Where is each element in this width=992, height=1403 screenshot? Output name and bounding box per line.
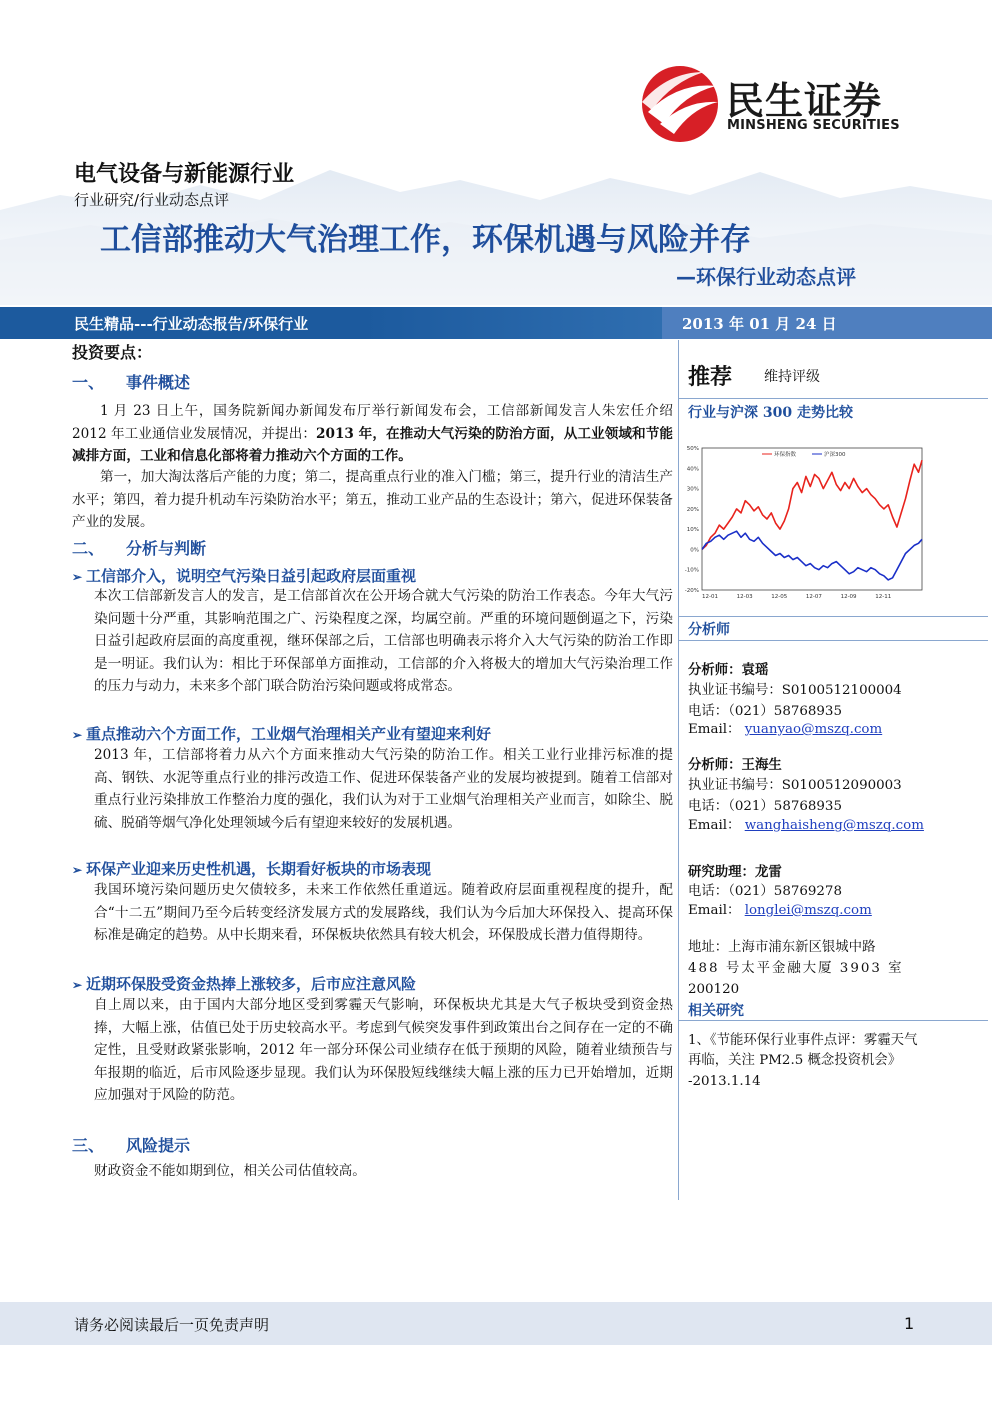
- y-tick-label: 40%: [686, 466, 699, 473]
- analyst-2-email-link[interactable]: wanghaisheng@mszq.com: [744, 818, 924, 833]
- y-tick-label: 20%: [686, 506, 699, 513]
- bullet-title: 近期环保股受资金热捧上涨较多，后市应注意风险: [86, 975, 417, 993]
- arrow-bullet-icon: ➢: [72, 863, 83, 877]
- banner-category: 民生精品---行业动态报告/环保行业: [74, 315, 309, 333]
- arrow-bullet-icon: ➢: [72, 728, 83, 742]
- paragraph-analysis-1: 本次工信部新发言人的发言，是工信部首次在公开场合就大气污染的防治工作表态。今年大气污染问题十分严重，其影响范围之广、污染程度之深，均属空前。严重的环境问题倒逼之下，污染日益引起政府层面的高度重视，继环保部之后，工信部也明确表示将介入大气污染的防治工作即是一明证。我们认为：相比于环保部单方面推动，工信部的介入将极大的增加大气污染治理工作的压力与动力，未来多个部门联合防治污染问题或将成常态。: [94, 588, 673, 695]
- analyst-2-cert: 执业证书编号：S0100512090003: [688, 778, 902, 793]
- related-item-1-date: -2013.1.14: [688, 1074, 761, 1089]
- address-line-3: 200120: [688, 982, 740, 997]
- industry-label: 电气设备与新能源行业: [74, 162, 295, 187]
- email-label: Email：: [688, 903, 741, 918]
- x-tick-label: 12-09: [840, 594, 857, 600]
- y-tick-label: 10%: [686, 527, 699, 534]
- brand-name-en: MINSHENG SECURITIES: [727, 118, 900, 133]
- report-subtitle: —环保行业动态点评: [676, 265, 856, 289]
- divider-rating: [678, 398, 988, 399]
- address-line-1: 地址：上海市浦东新区银城中路: [688, 940, 876, 955]
- x-tick-label: 12-05: [771, 594, 788, 600]
- y-tick-label: -20%: [684, 588, 699, 594]
- legend-label: 环保指数: [774, 452, 797, 458]
- section-number: 三、: [72, 1136, 105, 1155]
- assistant-name: 研究助理：龙雷: [688, 864, 782, 880]
- brand-name-cn: 民生证券: [726, 79, 883, 123]
- report-type: 行业研究/行业动态点评: [74, 191, 230, 209]
- related-item-1-line-2: 再临，关注 PM2.5 概念投资机会》: [688, 1053, 902, 1068]
- analyst-2-tel: 电话：（021）58768935: [688, 799, 842, 814]
- y-tick-label: 30%: [686, 486, 699, 493]
- assistant-email-link[interactable]: longlei@mszq.com: [744, 903, 872, 918]
- divider-analyst: [678, 640, 988, 641]
- arrow-bullet-icon: ➢: [72, 978, 83, 992]
- y-tick-label: -10%: [684, 567, 699, 574]
- arrow-bullet-icon: ➢: [72, 570, 83, 584]
- related-item-1-line-1: 1、《节能环保行业事件点评：雾霾天气: [688, 1033, 918, 1048]
- section-number: 一、: [72, 373, 105, 392]
- paragraph-analysis-3: 我国环境污染问题历史欠债较多，未来工作依然任重道远。随着政府层面重视程度的提升，配合“十二五”期间乃至今后转变经济发展方式的发展路线，我们认为今后加大环保投入、提高环保标准是确定的趋势。从中长期来看，环保板块依然具有较大机会，环保股成长潜力值得期待。: [94, 882, 673, 944]
- page-number: 1: [904, 1314, 915, 1333]
- analyst-1-email-link[interactable]: yuanyao@mszq.com: [744, 722, 883, 737]
- plot-frame: [702, 448, 922, 590]
- y-tick-label: 50%: [686, 446, 699, 452]
- paragraph-risk: 财政资金不能如期到位，相关公司估值较高。: [94, 1163, 366, 1179]
- divider-related: [678, 1020, 988, 1021]
- analyst-heading: 分析师: [688, 622, 730, 638]
- bullet-2: [72, 723, 491, 744]
- disclaimer-notice: 请务必阅读最后一页免责声明: [74, 1316, 270, 1334]
- bullet-3: [72, 858, 431, 879]
- bullet-1: [72, 565, 416, 586]
- column-divider: [678, 340, 679, 1200]
- bullet-title: 环保产业迎来历史性机遇，长期看好板块的市场表现: [86, 860, 432, 878]
- email-label: Email：: [688, 818, 741, 833]
- paragraph-analysis-2: 2013 年，工信部将着力从六个方面来推动大气污染的防治工作。相关工业行业排污标准的提高、钢铁、水泥等重点行业的排污改造工作、促进环保装备产业的发展均被提到。随着工信部对重点行业污染排放工作整治力度的强化，我们认为对于工业烟气治理相关产业而言，如除尘、脱硫、脱硝等烟气净化处理领域今后有望迎来较好的发展机遇。: [94, 747, 673, 831]
- rating-label: 推荐: [688, 365, 733, 390]
- assistant-email-row: [688, 900, 872, 922]
- section-3-heading: [72, 1133, 190, 1156]
- legend-label: 沪深300: [824, 452, 846, 458]
- analyst-2-email-row: [688, 815, 924, 837]
- divider-chart: [678, 616, 988, 617]
- x-tick-label: 12-07: [805, 594, 822, 600]
- paragraph-six-aspects: 第一，加大淘汰落后产能的力度；第二，提高重点行业的准入门槛；第三，提升行业的清洁生产水平；第四，着力提升机动车污染防治水平；第五，推动工业产品的生态设计；第六，促进环保装备产业的发展。: [72, 469, 673, 531]
- section-1-heading: [72, 370, 190, 393]
- paragraph-analysis-4: 自上周以来，由于国内大部分地区受到雾霾天气影响，环保板块尤其是大气子板块受到资金热捧，大幅上涨，估值已处于历史较高水平。考虑到气候突发事件到政策出台之间存在一定的不确定性，且受财政紧张影响，2012 年一部分环保公司业绩存在低于预期的风险，随着业绩预告与年报期的临近，后市风险逐步显现。我们认为环保股短线继续大幅上涨的压力已开始增加，近期应加强对于风险的防范。: [94, 997, 673, 1104]
- trend-chart: [680, 428, 930, 608]
- banner-bar: [0, 307, 992, 339]
- y-tick-label: 0%: [690, 547, 699, 554]
- series-line-env-index: [702, 460, 922, 549]
- chart-title: 行业与沪深 300 走势比较: [688, 405, 853, 421]
- analyst-1-cert: 执业证书编号：S0100512100004: [688, 683, 902, 698]
- section-number: 二、: [72, 539, 105, 558]
- assistant-tel: 电话：（021）58769278: [688, 884, 842, 899]
- related-heading: 相关研究: [688, 1003, 744, 1019]
- paragraph-event: [72, 400, 673, 468]
- paragraph-text: 1 月 23 日上午，国务院新闻办新闻发布厅举行新闻发布会，工信部新闻发言人朱宏任介绍 2012 年工业通信业发展情况，并提出：: [72, 403, 673, 442]
- report-title: 工信部推动大气治理工作，环保机遇与风险并存: [100, 222, 751, 258]
- x-tick-label: 12-03: [736, 594, 753, 600]
- paragraph-emphasis: 2013 年，在推动大气污染的防治方面，从工业领域和节能减排方面，工业和信息化部将着力推动六个方面的工作。: [72, 425, 673, 465]
- analyst-1-name: 分析师：袁瑶: [688, 662, 769, 678]
- analyst-2-name: 分析师：王海生: [688, 757, 782, 773]
- analyst-1-email-row: [688, 719, 882, 741]
- bullet-title: 重点推动六个方面工作，工业烟气治理相关产业有望迎来利好: [86, 725, 492, 743]
- email-label: Email：: [688, 722, 741, 737]
- analyst-1-tel: 电话：（021）58768935: [688, 704, 842, 719]
- section-title: 分析与判断: [126, 539, 207, 558]
- bullet-4: [72, 973, 416, 994]
- address-line-2: 488 号太平金融大厦 3903 室: [688, 961, 904, 976]
- section-title: 风险提示: [126, 1136, 191, 1155]
- section-heading: 投资要点：: [72, 343, 153, 362]
- section-2-heading: [72, 536, 206, 559]
- report-date: 2013 年 01 月 24 日: [682, 315, 837, 333]
- x-tick-label: 12-11: [875, 594, 892, 600]
- rating-status: 维持评级: [764, 369, 820, 385]
- bullet-title: 工信部介入，说明空气污染日益引起政府层面重视: [86, 567, 417, 585]
- series-line-hs300: [702, 531, 922, 580]
- x-tick-label: 12-01: [702, 594, 718, 600]
- section-title: 事件概述: [126, 373, 191, 392]
